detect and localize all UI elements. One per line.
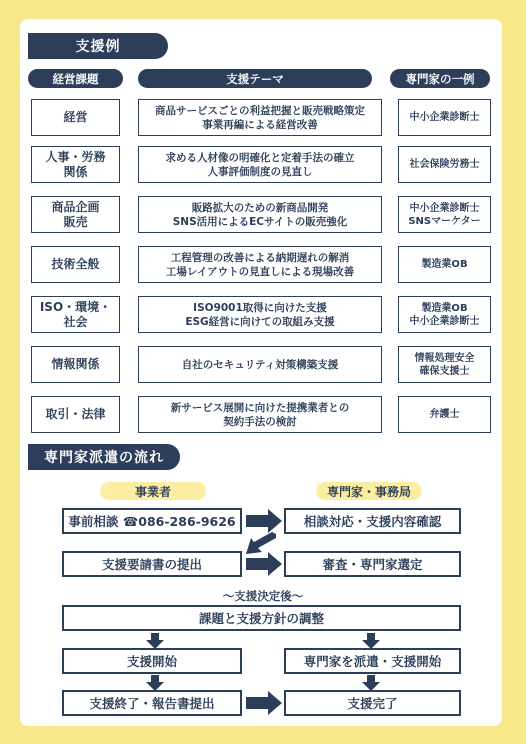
flow-step-expert-dispatch: 専門家を派遣・支援開始 [284, 648, 461, 674]
theme-cell-line: 商品サービスごとの利益把握と販売戦略策定 [155, 104, 365, 117]
expert-cell-line: 製造業OB [421, 302, 468, 314]
theme-cell-line: 自社のセキュリティ対策構築支援 [181, 358, 339, 371]
flow-label-business: 事業者 [100, 482, 206, 500]
theme-cell-line: 新サービス展開に向けた提携業者との [170, 401, 350, 414]
issue-cell-line: 取引・法律 [45, 407, 106, 421]
flow-step-complete: 支援完了 [284, 690, 461, 716]
expert-cell [398, 99, 491, 136]
arrow-right-icon [246, 691, 282, 715]
expert-cell-line: 社会保険労務士 [409, 159, 480, 170]
expert-cell [398, 346, 491, 383]
theme-cell [138, 296, 382, 333]
flow-step-review: 審査・専門家選定 [284, 551, 461, 577]
issue-cell [31, 99, 120, 136]
issue-cell-line: 技術全般 [51, 257, 100, 271]
theme-cell [138, 196, 382, 233]
expert-cell [398, 196, 491, 233]
column-header-issue: 経営課題 [28, 69, 123, 88]
issue-cell-line: ISO・環境・ [39, 299, 112, 314]
issue-cell [31, 146, 120, 183]
flow-step-pre-consultation: 事前相談 ☎086-286-9626 [62, 508, 242, 534]
theme-cell-line: 人事評価制度の見直し [207, 165, 313, 178]
expert-cell-line: 情報処理安全 [414, 352, 475, 364]
theme-cell [138, 396, 382, 433]
expert-cell-line: 弁護士 [429, 409, 460, 420]
theme-cell-line: ESG経営に向けての取組み支援 [185, 315, 335, 328]
flow-step-support-start: 支援開始 [62, 648, 242, 674]
arrow-right-icon [246, 552, 282, 576]
expert-cell-line: 製造業OB [421, 259, 468, 270]
section-title-dispatch-flow: 専門家派遣の流れ [28, 444, 180, 470]
issue-cell-line: 関係 [63, 164, 88, 179]
issue-cell [31, 196, 120, 233]
expert-cell-line: 中小企業診断士 [409, 315, 480, 327]
theme-cell-line: 販路拡大のための新商品開発 [191, 201, 329, 214]
theme-cell-line: 契約手法の検討 [223, 415, 297, 428]
flow-step-end-report: 支援終了・報告書提出 [62, 690, 242, 716]
issue-cell-line: 人事・労務 [45, 149, 106, 164]
issue-cell-line: 情報関係 [51, 357, 100, 371]
column-header-expert: 専門家の一例 [390, 69, 490, 88]
expert-cell-line: 確保支援士 [419, 365, 470, 377]
arrow-right-icon [246, 509, 282, 533]
expert-cell [398, 296, 491, 333]
arrow-down-icon [146, 633, 164, 649]
theme-cell-line: ISO9001取得に向けた支援 [193, 301, 327, 314]
expert-cell [398, 396, 491, 433]
expert-cell-line: SNSマーケター [408, 215, 481, 227]
issue-cell [31, 396, 120, 433]
theme-cell [138, 146, 382, 183]
flow-label-expert-office: 専門家・事務局 [316, 482, 422, 500]
expert-cell [398, 246, 491, 283]
theme-cell-line: 求める人材像の明確化と定着手法の確立 [165, 151, 355, 164]
theme-cell [138, 346, 382, 383]
expert-cell-line: 中小企業診断士 [409, 112, 480, 123]
issue-cell [31, 296, 120, 333]
section-title-support-examples: 支援例 [28, 33, 168, 59]
column-header-theme: 支援テーマ [138, 69, 372, 88]
arrow-down-icon [362, 633, 380, 649]
arrow-down-icon [362, 675, 380, 691]
flow-step-adjustment: 課題と支援方針の調整 [62, 605, 461, 631]
issue-cell-line: 社会 [63, 314, 88, 329]
expert-cell [398, 146, 491, 183]
issue-cell-line: 経営 [63, 110, 88, 124]
arrow-down-left-icon [246, 532, 276, 554]
arrow-down-icon [146, 675, 164, 691]
issue-cell-line: 販売 [63, 214, 88, 229]
issue-cell [31, 346, 120, 383]
theme-cell-line: 工程管理の改善による納期遅れの解消 [170, 251, 350, 264]
issue-cell-line: 商品企画 [51, 199, 100, 214]
theme-cell [138, 99, 382, 136]
issue-cell [31, 246, 120, 283]
expert-cell-line: 中小企業診断士 [409, 202, 480, 214]
flow-step-consult-response: 相談対応・支援内容確認 [284, 508, 461, 534]
theme-cell [138, 246, 382, 283]
flow-step-application: 支援要請書の提出 [62, 551, 242, 577]
theme-cell-line: 工場レイアウトの見直しによる現場改善 [165, 265, 355, 278]
flow-decision-note: 〜支援決定後〜 [222, 589, 304, 603]
theme-cell-line: 事業再編による経営改善 [202, 118, 318, 131]
theme-cell-line: SNS活用によるECサイトの販売強化 [172, 215, 348, 228]
